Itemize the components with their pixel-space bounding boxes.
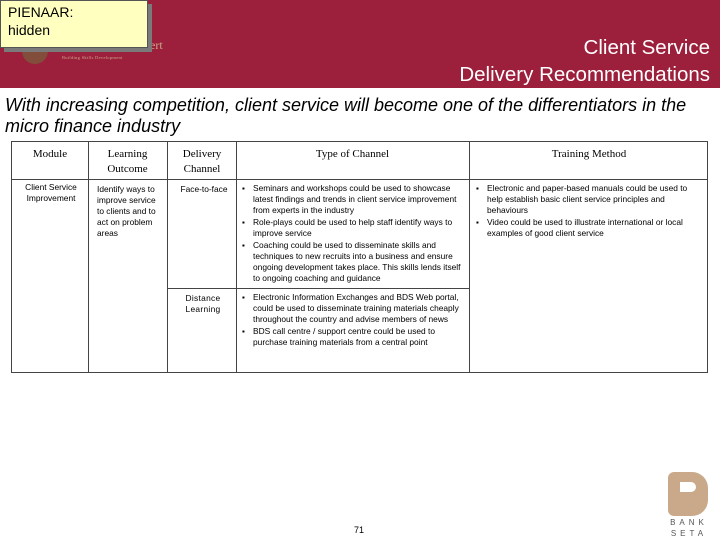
list-item: ▪ Seminars and workshops could be used to showcase latest findings and trends in client service improvement from experts in the industry	[242, 183, 466, 216]
slide-title	[459, 34, 710, 88]
logo-text: ert	[150, 38, 163, 52]
list-item: ▪ BDS call centre / support centre could be used to purchase training materials from a central point	[242, 326, 466, 348]
list-item: ▪ Electronic Information Exchanges and BDS Web portal, could be used to disseminate training materials cheaply throughout the country and advise members of news	[242, 292, 466, 325]
logo-word-seta: SETA	[670, 529, 708, 538]
comment-body: hidden	[8, 22, 51, 38]
module-cell: Client Service Improvement	[25, 182, 77, 203]
reviewer-comment[interactable]	[0, 0, 148, 48]
bank-seta-logo	[663, 470, 713, 540]
training-methods-list	[476, 183, 704, 240]
list-item: ▪ Coaching could be used to disseminate skills and techniques to new recruits into a business and ensure ongoing development takes place. This skills lends itself to ongoing coaching and guidance	[242, 240, 466, 284]
header-learning-outcome: Learning Outcome	[107, 148, 148, 175]
learning-outcome-cell: Identify ways to improve service to clients and to act on problem areas	[97, 184, 156, 238]
header-training-method: Training Method	[551, 148, 627, 160]
list-item: ▪ Electronic and paper-based manuals could be used to help establish basic client service principles and behaviours	[476, 183, 704, 216]
header-module: Module	[32, 148, 68, 160]
page-number: 71	[354, 525, 365, 535]
bank-seta-logo-icon	[668, 472, 708, 516]
title-line-1: Client Service	[583, 36, 710, 59]
channel-distance-learning: Distance Learning	[185, 293, 221, 314]
title-line-2: Delivery Recommendations	[459, 63, 710, 86]
face-to-face-types	[242, 183, 466, 285]
list-item: ▪ Video could be used to illustrate international or local examples of good client service	[476, 217, 704, 239]
distance-learning-types	[242, 292, 466, 349]
list-item: ▪ Role-plays could be used to help staff identify ways to improve service	[242, 217, 466, 239]
header-type-of-channel: Type of Channel	[315, 148, 390, 160]
recommendations-table	[11, 141, 708, 373]
logo-tagline: Building Skills Development	[62, 55, 123, 60]
channel-face-to-face: Face-to-face	[180, 184, 228, 194]
header-delivery-channel: Delivery Channel	[182, 148, 222, 175]
comment-author: PIENAAR:	[8, 4, 74, 20]
slide-subtitle: With increasing competition, client service will become one of the differentiators in the micro finance industry	[5, 95, 687, 136]
logo-word-bank: BANK	[670, 518, 708, 527]
